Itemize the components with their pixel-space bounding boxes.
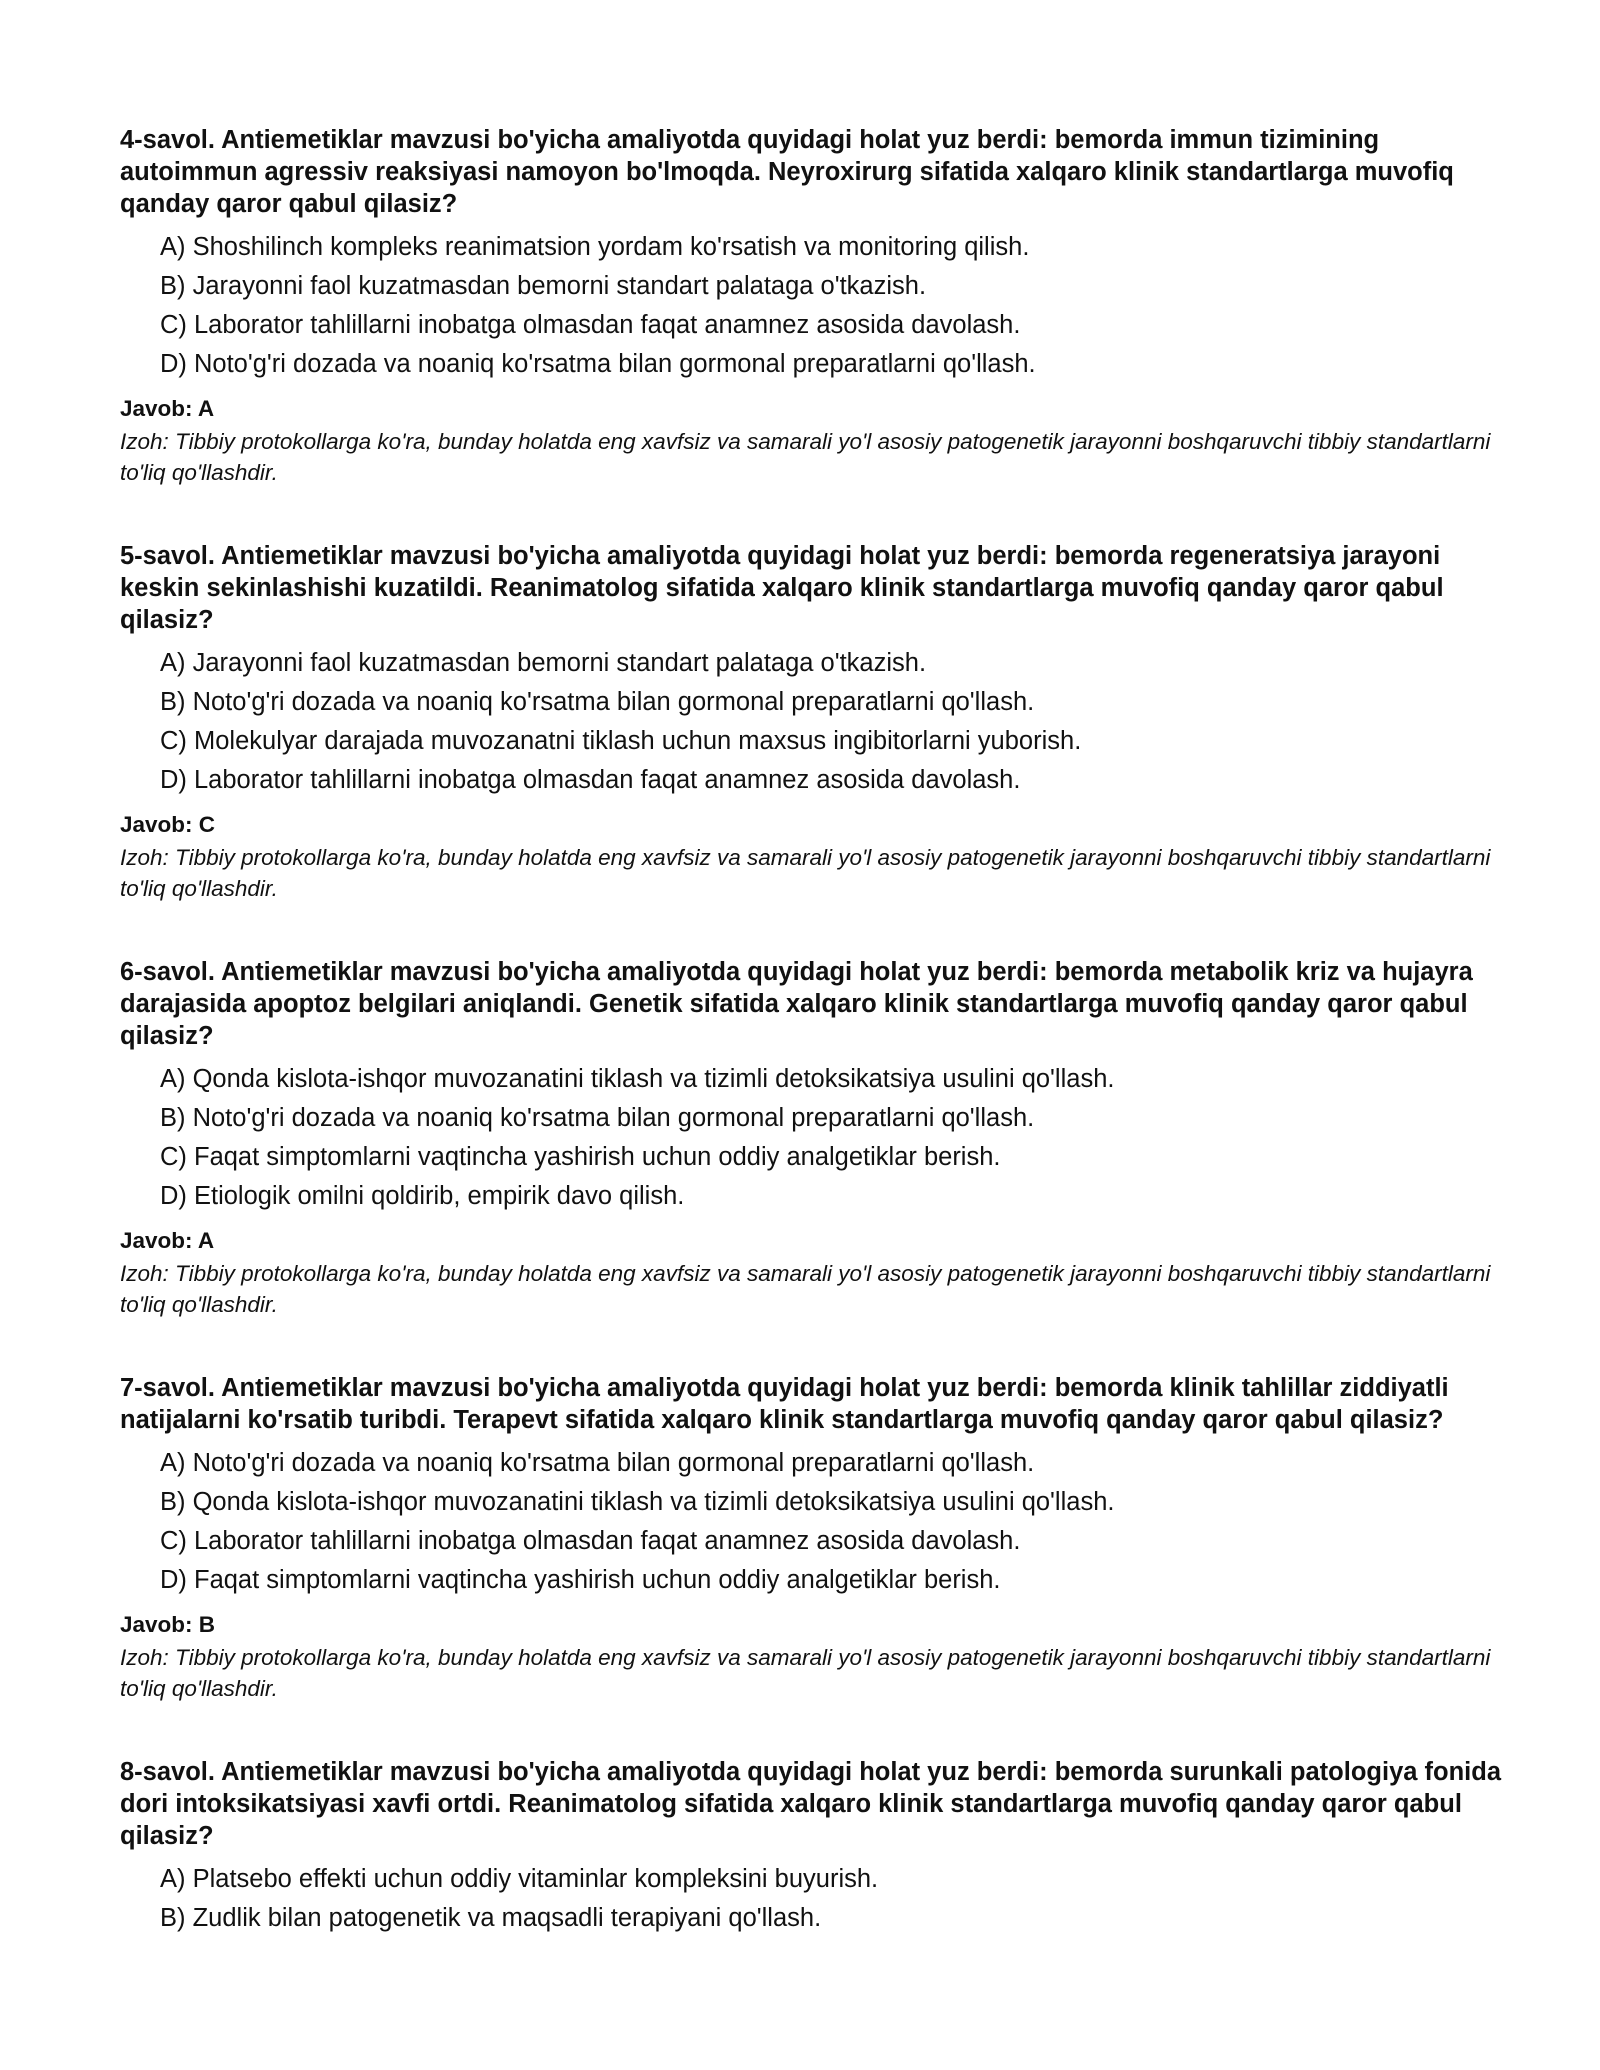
- option-c: C) Faqat simptomlarni vaqtincha yashirish uchun oddiy analgetiklar berish.: [160, 1143, 1001, 1171]
- option-d: D) Faqat simptomlarni vaqtincha yashirish uchun oddiy analgetiklar berish.: [160, 1566, 1001, 1594]
- options-list: [120, 644, 1520, 800]
- question-title: 4-savol. Antiemetiklar mavzusi bo'yicha amaliyotda quyidagi holat yuz berdi: bemorda immun tizimining autoimmun agressiv reaksiyasi namoyon bo'lmoqda. Neyroxirurg sifatida xalqaro klinik standartlarga muvofiq qanday qaror qabul qilasiz?: [120, 126, 1454, 218]
- answer-label: Javob: B: [120, 1612, 216, 1637]
- option-b: B) Jarayonni faol kuzatmasdan bemorni standart palataga o'tkazish.: [160, 272, 927, 300]
- question-title: 8-savol. Antiemetiklar mavzusi bo'yicha amaliyotda quyidagi holat yuz berdi: bemorda surunkali patologiya fonida dori intoksikatsiyasi xavfi ortdi. Reanimatolog sifatida xalqaro klinik standartlarga muvofiq qanday qaror qabul qilasiz?: [120, 1758, 1502, 1850]
- option-b: B) Zudlik bilan patogenetik va maqsadli terapiyani qo'llash.: [160, 1904, 822, 1932]
- option-a: A) Qonda kislota-ishqor muvozanatini tiklash va tizimli detoksikatsiya usulini qo'llash.: [160, 1065, 1115, 1093]
- option-a: A) Shoshilinch kompleks reanimatsion yordam ko'rsatish va monitoring qilish.: [160, 233, 1030, 261]
- option-d: D) Laborator tahlillarni inobatga olmasdan faqat anamnez asosida davolash.: [160, 766, 1021, 794]
- option-d: D) Etiologik omilni qoldirib, empirik davo qilish.: [160, 1182, 685, 1210]
- explanation-note: Izoh: Tibbiy protokollarga ko'ra, bunday holatda eng xavfsiz va samarali yo'l asosiy patogenetik jarayonni boshqaruvchi tibbiy standartlarni to'liq qo'llashdir.: [120, 1645, 1491, 1701]
- question-title: 7-savol. Antiemetiklar mavzusi bo'yicha amaliyotda quyidagi holat yuz berdi: bemorda klinik tahlillar ziddiyatli natijalarni ko'rsatib turibdi. Terapevt sifatida xalqaro klinik standartlarga muvofiq qanday qaror qabul qilasiz?: [120, 1374, 1449, 1434]
- option-b: B) Noto'g'ri dozada va noaniq ko'rsatma bilan gormonal preparatlarni qo'llash.: [160, 1104, 1035, 1132]
- options-list: [120, 1060, 1520, 1216]
- question-block: [120, 540, 1520, 904]
- option-d: D) Noto'g'ri dozada va noaniq ko'rsatma bilan gormonal preparatlarni qo'llash.: [160, 350, 1036, 378]
- option-b: B) Qonda kislota-ishqor muvozanatini tiklash va tizimli detoksikatsiya usulini qo'llash.: [160, 1488, 1115, 1516]
- question-block: [120, 956, 1520, 1320]
- document-page: [120, 124, 1520, 1990]
- answer-label: Javob: A: [120, 1228, 215, 1253]
- explanation-note: Izoh: Tibbiy protokollarga ko'ra, bunday holatda eng xavfsiz va samarali yo'l asosiy patogenetik jarayonni boshqaruvchi tibbiy standartlarni to'liq qo'llashdir.: [120, 1261, 1491, 1317]
- answer-label: Javob: A: [120, 396, 215, 421]
- options-list: [120, 1444, 1520, 1600]
- explanation-note: Izoh: Tibbiy protokollarga ko'ra, bunday holatda eng xavfsiz va samarali yo'l asosiy patogenetik jarayonni boshqaruvchi tibbiy standartlarni to'liq qo'llashdir.: [120, 429, 1491, 485]
- question-title: 5-savol. Antiemetiklar mavzusi bo'yicha amaliyotda quyidagi holat yuz berdi: bemorda regeneratsiya jarayoni keskin sekinlashishi kuzatildi. Reanimatolog sifatida xalqaro klinik standartlarga muvofiq qanday qaror qabul qilasiz?: [120, 542, 1444, 634]
- option-b: B) Noto'g'ri dozada va noaniq ko'rsatma bilan gormonal preparatlarni qo'llash.: [160, 688, 1035, 716]
- explanation-note: Izoh: Tibbiy protokollarga ko'ra, bunday holatda eng xavfsiz va samarali yo'l asosiy patogenetik jarayonni boshqaruvchi tibbiy standartlarni to'liq qo'llashdir.: [120, 845, 1491, 901]
- question-block: [120, 124, 1520, 488]
- option-a: A) Jarayonni faol kuzatmasdan bemorni standart palataga o'tkazish.: [160, 649, 927, 677]
- question-block: [120, 1756, 1520, 1938]
- question-block: [120, 1372, 1520, 1704]
- option-c: C) Molekulyar darajada muvozanatni tiklash uchun maxsus ingibitorlarni yuborish.: [160, 727, 1082, 755]
- option-c: C) Laborator tahlillarni inobatga olmasdan faqat anamnez asosida davolash.: [160, 311, 1021, 339]
- option-a: A) Platsebo effekti uchun oddiy vitaminlar kompleksini buyurish.: [160, 1865, 879, 1893]
- answer-label: Javob: C: [120, 812, 216, 837]
- option-c: C) Laborator tahlillarni inobatga olmasdan faqat anamnez asosida davolash.: [160, 1527, 1021, 1555]
- question-title: 6-savol. Antiemetiklar mavzusi bo'yicha amaliyotda quyidagi holat yuz berdi: bemorda metabolik kriz va hujayra darajasida apoptoz belgilari aniqlandi. Genetik sifatida xalqaro klinik standartlarga muvofiq qanday qaror qabul qilasiz?: [120, 958, 1473, 1050]
- options-list: [120, 228, 1520, 384]
- options-list: [120, 1860, 1520, 1938]
- option-a: A) Noto'g'ri dozada va noaniq ko'rsatma bilan gormonal preparatlarni qo'llash.: [160, 1449, 1035, 1477]
